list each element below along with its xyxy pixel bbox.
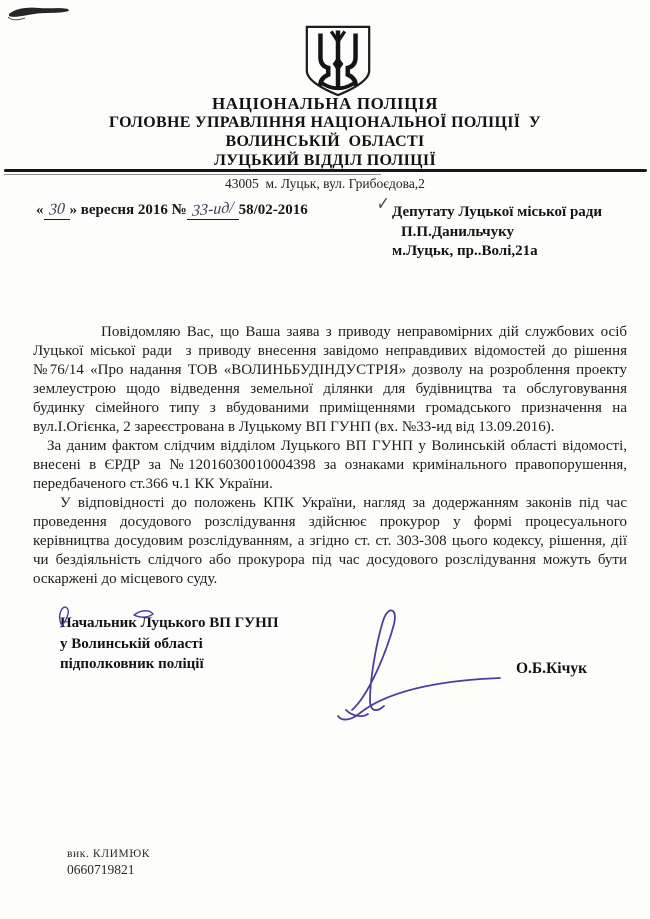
letter-body: [33, 323, 631, 589]
body-paragraph-2: За даним фактом слідчим відділом Луцького ВП ГУНП у Волинській області відомості, внесені в ЄРДР за №12016030010004398 за ознаками кримінального правопорушення, передбаченого ст.366 ч.1 КК України.: [33, 438, 631, 492]
org-name-line3: ВОЛИНСЬКІЙ ОБЛАСТІ: [225, 133, 425, 150]
handwritten-number: 33-ид/: [191, 199, 234, 220]
body-paragraph-1: Повідомляю Вас, що Ваша заява з приводу неправомірних дій службових осіб Луцької міської ради з приводу внесення завідомо неправдивих відомостей до рішення №76/14 «Про надання ТОВ «ВОЛИНЬБУДІНДУСТРІЯ» дозволу на розроблення проекту землеустрою щодо відведення земельної ділянки для будівництва та обслуговування будинку сімейного типу з вбудованими приміщеннями громадського призначення на вул.І.Огієнка, 2 зареєстрована в Луцькому ВП ГУНП (вх. №33-ид від 13.09.2016).: [33, 324, 631, 435]
date-printed: » вересня 2016 №: [69, 202, 187, 218]
reference-line: [36, 199, 308, 220]
signer-name: О.Б.Кічук: [516, 660, 588, 677]
recipient-line3: м.Луцьк, пр..Волі,21а: [392, 243, 538, 259]
signer-title-line2: у Волинській області: [60, 635, 203, 652]
recipient-line2: П.П.Данильчуку: [401, 223, 515, 240]
executor-name: вик. КЛИМЮК: [67, 848, 151, 860]
quote-open: «: [36, 202, 44, 218]
pen-scribble-mark: [54, 600, 174, 632]
handwritten-signature: [332, 592, 512, 722]
signer-title-line1: Начальник Луцького ВП ГУНП: [60, 615, 279, 631]
executor-block: [67, 848, 150, 878]
ukraine-trident-emblem-icon: [299, 24, 377, 100]
handwritten-day-blank: [44, 202, 70, 220]
body-paragraph-3: У відповідності до положень КПК України, нагляд за додержанням законів під час проведення досудового розслідування здійснює прокурор у формі процесуального керівництва досудовим розслідуванням, а згідно ст. ст. 303-308 цього кодексу, рішення, дії чи бездіяльність слідчого або прокурора під час досудового розслідування можуть бути оскаржені до місцевого суду.: [33, 495, 631, 587]
number-printed: 58/02-2016: [238, 202, 308, 218]
executor-phone: 0660719821: [67, 862, 135, 877]
ink-scribble-mark: [6, 2, 76, 32]
handwritten-day: 30: [48, 200, 65, 219]
handwritten-number-blank: [187, 199, 239, 220]
letterhead-divider-rule-echo: [4, 174, 381, 175]
org-name-line2: ГОЛОВНЕ УПРАВЛІННЯ НАЦІОНАЛЬНОЇ ПОЛІЦІЇ У: [109, 114, 541, 131]
org-name-line4: ЛУЦЬКИЙ ВІДДІЛ ПОЛІЦІЇ: [214, 152, 436, 169]
org-name-line1: НАЦІОНАЛЬНА ПОЛІЦІЯ: [211, 94, 439, 113]
org-address: 43005 м. Луцьк, вул. Грибоєдова,2: [225, 176, 425, 191]
checkmark-icon: ✓: [376, 193, 390, 218]
signer-title-line3: підполковник поліції: [60, 656, 204, 672]
recipient-block: [376, 193, 603, 262]
letterhead: [0, 94, 650, 170]
recipient-line1: Депутату Луцької міської ради: [392, 204, 603, 220]
letterhead-divider-rule: [4, 169, 647, 172]
